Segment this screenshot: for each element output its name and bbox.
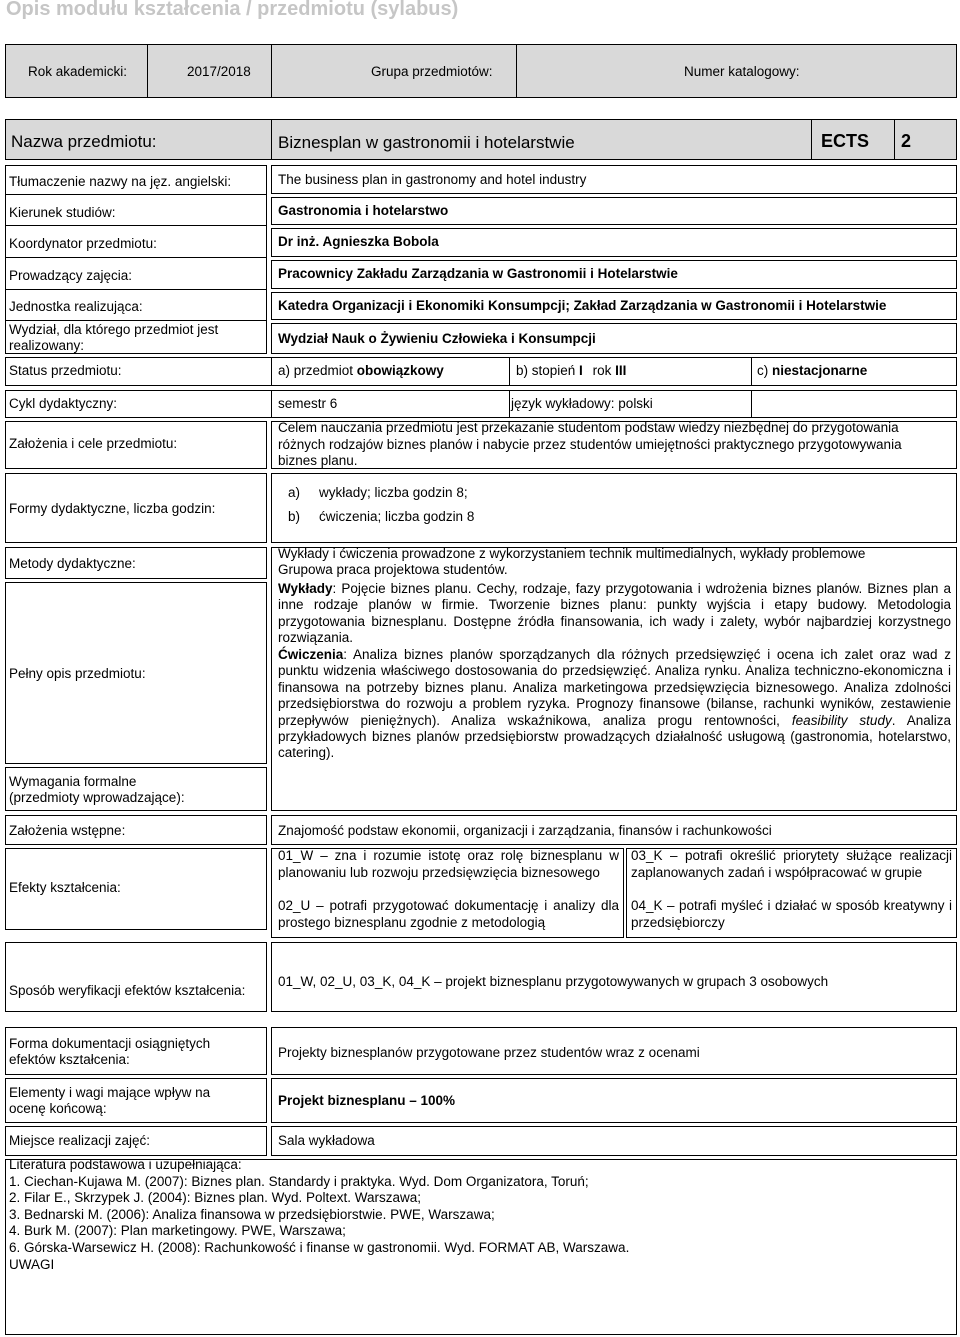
field-of-study-value: Gastronomia i hotelarstwo	[278, 203, 449, 218]
goals-label: Założenia i cele przedmiotu:	[9, 436, 178, 451]
methods-label: Metody dydaktyczne:	[9, 556, 136, 571]
forms-item-b: ćwiczenia; liczba godzin 8	[319, 509, 475, 524]
location-label: Miejsce realizacji zajęć:	[9, 1133, 151, 1148]
unit-label: Jednostka realizująca:	[9, 299, 143, 314]
outcome-04-k: 04_K – potrafi myśleć i działać w sposób kreatywny i przedsiębiorczy	[631, 898, 952, 930]
status-b-prefix: b) stopień	[516, 363, 580, 378]
cycle-row	[5, 390, 957, 418]
location-value: Sala wykładowa	[278, 1133, 375, 1148]
exercises-text-1: : Analiza biznes planów sporządzanych dla różnych przedsięwzięć i ocena ich zalet oraz wad z punktu widzenia właściwego dostosowania do przedsięwzięć. Analiza rynku. Analiza techniczno-ekonomiczna i finansowa na potrzeby biznes planu. Analiza marketingowa przedsięwzięcia biznesowego. Analiza zdolności przedsiębiorstwa do rozwoju a problem ryzyka. Prognozy finansowe (bilanse, rachunki wyników, zestawienie przepływów pieniężnych). Analiza wskaźnikowa, analiza progu rentowności,	[278, 647, 951, 728]
status-b-rok: III	[615, 363, 627, 378]
teachers-value: Pracownicy Zakładu Zarządzania w Gastronomii i Hotelarstwie	[278, 266, 678, 281]
faculty-label-line1: Wydział, dla którego przedmiot jest	[9, 322, 219, 337]
documentation-value: Projekty biznesplanów przygotowane przez studentów wraz z ocenami	[278, 1045, 700, 1060]
documentation-label-line2: efektów kształcenia:	[9, 1052, 130, 1067]
status-a	[278, 363, 444, 378]
grading-label-line1: Elementy i wagi mające wpływ na	[9, 1085, 211, 1100]
catalog-number-label: Numer katalogowy:	[684, 64, 800, 79]
literature-item-6: 6. Górska-Warsewicz H. (2008): Rachunkowość i finanse w gastronomii. Wyd. FORMAT AB, Warszawa.	[9, 1239, 630, 1255]
literature-item-4: 4. Burk M. (2007): Plan marketingowy. PWE, Warszawa;	[9, 1223, 346, 1239]
language-value: polski	[618, 396, 653, 411]
document-title: Opis modułu kształcenia / przedmiotu (sylabus)	[6, 0, 459, 20]
translation-value: The business plan in gastronomy and hotel industry	[278, 172, 587, 187]
status-b-rok-prefix: rok	[592, 363, 616, 378]
methods-line-1: Wykłady i ćwiczenia prowadzone z wykorzystaniem technik multimedialnych, wykłady problemowe	[278, 546, 866, 561]
requirements-label-line2: (przedmioty wprowadzające):	[9, 790, 185, 805]
forms-item-b-marker: b)	[288, 509, 301, 524]
full-description-label: Pełny opis przedmiotu:	[9, 666, 146, 681]
teachers-label: Prowadzący zajęcia:	[9, 268, 133, 283]
verification-label: Sposób weryfikacji efektów kształcenia:	[9, 983, 246, 998]
literature-item-2: 2. Filar E., Skrzypek J. (2004): Biznes plan. Wyd. Poltext. Warszawa;	[9, 1190, 422, 1206]
literature-label: Literatura podstawowa i uzupełniająca:	[9, 1157, 242, 1172]
verification-value: 01_W, 02_U, 03_K, 04_K – projekt biznesplanu przygotowywanych w grupach 3 osobowych	[278, 974, 829, 989]
outcome-03-k: 03_K – potrafi określić priorytety służące realizacji zaplanowanych zadań i współpracować w grupie	[631, 848, 952, 880]
header-row	[5, 44, 957, 98]
status-a-prefix: a) przedmiot	[278, 363, 357, 378]
coordinator-label: Koordynator przedmiotu:	[9, 236, 157, 251]
cycle-label: Cykl dydaktyczny:	[9, 396, 118, 411]
verification-label-box	[5, 942, 267, 1012]
course-name-value: Biznesplan w gastronomii i hotelarstwie	[278, 133, 575, 152]
forms-item-a-marker: a)	[288, 485, 301, 500]
exercises-text-2: . Analiza przykładowych biznes planów przedsiębiorstw prowadzących działalność usługową (gastronomia, hotelarstwo, catering).	[278, 712, 951, 761]
language-info	[511, 396, 653, 411]
cycle-value: semestr 6	[278, 396, 338, 411]
grading-value: Projekt biznesplanu – 100%	[278, 1093, 456, 1108]
status-b	[516, 363, 626, 378]
status-c-prefix: c)	[757, 363, 772, 378]
literature-item-3: 3. Bednarski M. (2006): Analiza finansowa w przedsiębiorstwie. PWE, Warszawa;	[9, 1206, 495, 1222]
coordinator-value: Dr inż. Agnieszka Bobola	[278, 234, 439, 249]
status-c	[757, 363, 867, 378]
forms-item-a: wykłady; liczba godzin 8;	[319, 485, 468, 500]
exercises-title: Ćwiczenia	[278, 647, 344, 662]
faculty-value: Wydział Nauk o Żywieniu Człowieka i Konsumpcji	[278, 331, 596, 346]
subject-group-label: Grupa przedmiotów:	[371, 64, 493, 79]
prerequisites-label: Założenia wstępne:	[9, 823, 126, 838]
outcome-02-u: 02_U – potrafi przygotować dokumentację i analizy dla prostego biznesplanu zgodnie z metodologią	[278, 898, 619, 930]
ects-value: 2	[901, 131, 912, 151]
course-name-label: Nazwa przedmiotu:	[11, 132, 157, 151]
status-label: Status przedmiotu:	[9, 363, 122, 378]
course-name-row	[5, 119, 957, 160]
language-label: język wykładowy:	[511, 396, 615, 411]
faculty-label-line2: realizowany:	[9, 338, 85, 353]
literature-item-1: 1. Ciechan-Kujawa M. (2007): Biznes plan. Standardy i praktyka. Wyd. Dom Organizatora, Toruń;	[9, 1173, 589, 1189]
requirements-label-line1: Wymagania formalne	[9, 774, 137, 789]
field-of-study-label: Kierunek studiów:	[9, 205, 116, 220]
translation-label: Tłumaczenie nazwy na jęz. angielski:	[9, 174, 232, 189]
exercises-italic: feasibility study	[791, 712, 892, 728]
academic-year-label: Rok akademicki:	[28, 64, 128, 79]
methods-line-2: Grupowa praca projektowa studentów.	[278, 562, 508, 578]
goals-text	[278, 420, 950, 470]
status-b-stopien: I	[579, 363, 583, 378]
documentation-label-line1: Forma dokumentacji osiągniętych	[9, 1036, 211, 1051]
forms-label: Formy dydaktyczne, liczba godzin:	[9, 501, 216, 516]
exercises-description	[278, 647, 951, 762]
forms-value-box	[271, 473, 957, 543]
status-a-value: obowiązkowy	[356, 363, 444, 378]
outcomes-label: Efekty kształcenia:	[9, 880, 121, 895]
remarks-label: UWAGI	[9, 1256, 55, 1272]
grading-label-line2: ocenę końcową:	[9, 1101, 107, 1116]
literature-list	[9, 1157, 629, 1273]
lectures-title: Wykłady	[278, 581, 333, 596]
lectures-text: : Pojęcie biznes planu. Cechy, rodzaje, fazy przygotowania i wdrożenia biznes planów. Biznes plan a inne rodzaje planów w firmie. Tworzenie biznes planu: punkty wyjścia i etapy budowy. Metodologia przygotowania biznesplanu. Dostępne źródła finansowania, ich wady i zalety, wybór najbardziej korzystnego rozwiązania.	[278, 581, 951, 646]
status-c-value: niestacjonarne	[772, 363, 868, 378]
goals-line-2: różnych rodzajów biznes planów i nabycie przez studentów umiejętności praktycznego przygotowywania	[278, 436, 902, 452]
methods-text	[278, 546, 954, 579]
unit-value: Katedra Organizacji i Ekonomiki Konsumpcji; Zakład Zarządzania w Gastronomii i Hotelarstwie	[278, 298, 887, 313]
documentation-label-box	[5, 1027, 267, 1075]
lectures-description	[278, 581, 951, 647]
academic-year-value: 2017/2018	[187, 64, 251, 79]
goals-line-3: biznes planu.	[278, 453, 358, 469]
ects-label: ECTS	[821, 131, 870, 151]
goals-line-1: Celem nauczania przedmiotu jest przekazanie studentom podstaw wiedzy niezbędnej do przygotowania	[278, 420, 899, 435]
prerequisites-value: Znajomość podstaw ekonomii, organizacji i zarządzania, finansów i rachunkowości	[278, 823, 772, 838]
outcome-01-w: 01_W – zna i rozumie istotę oraz rolę biznesplanu w planowaniu lub rozwoju przedsięwzięcia biznesowego	[278, 848, 619, 880]
